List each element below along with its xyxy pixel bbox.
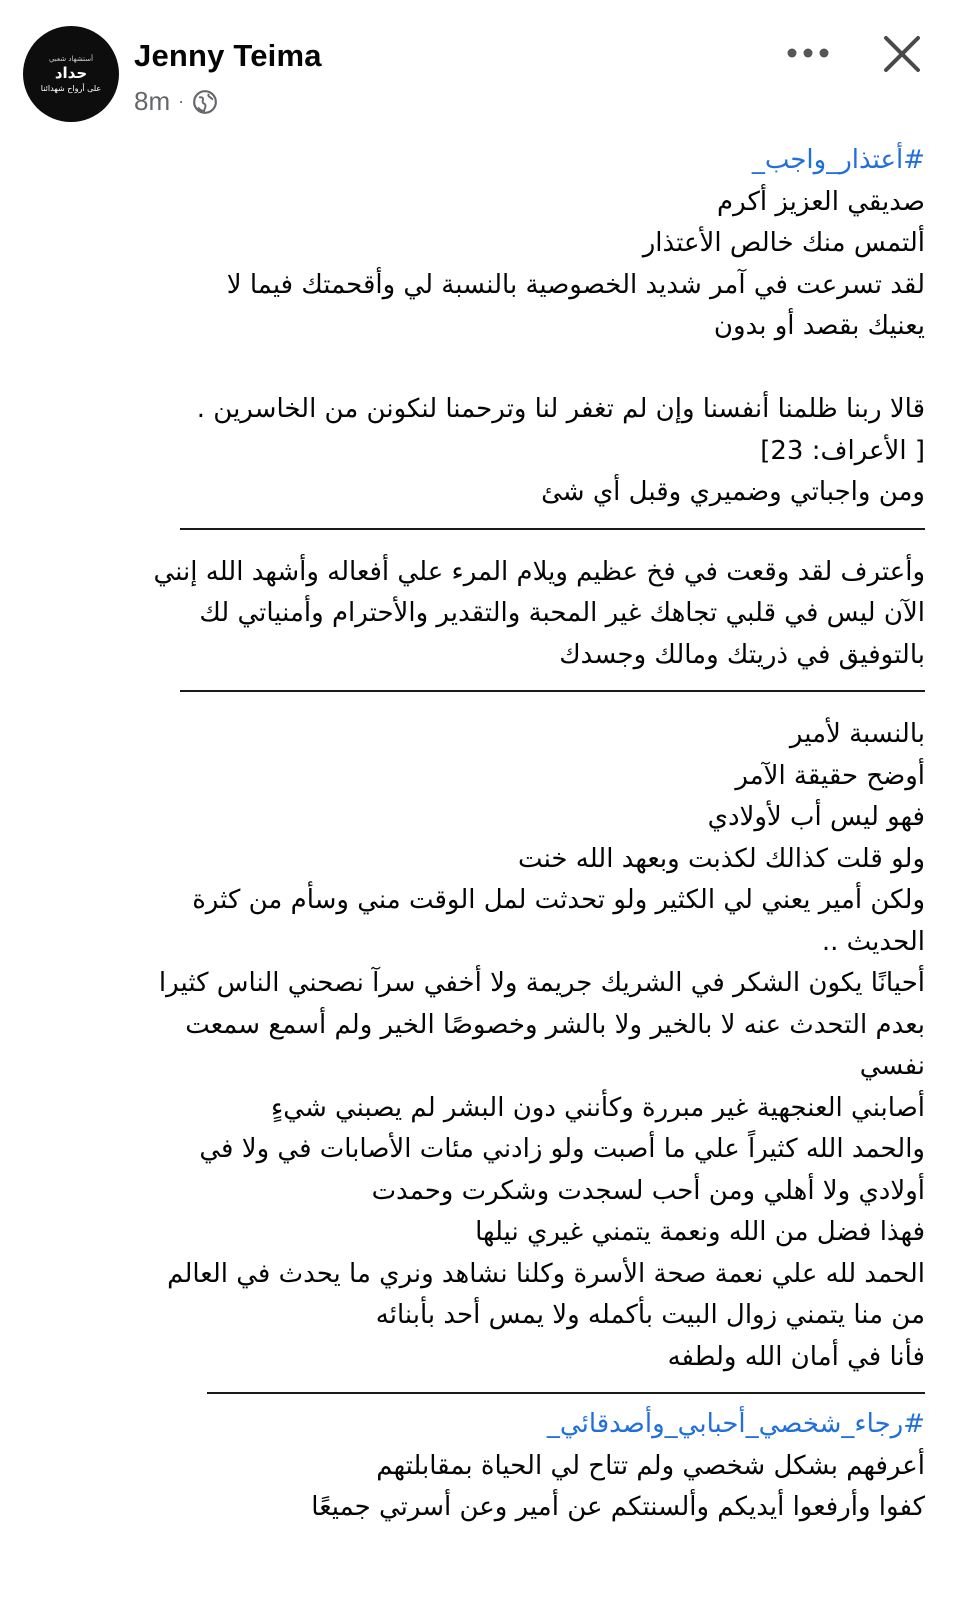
meta-separator: · bbox=[178, 91, 185, 111]
text-line: الحديث .. bbox=[821, 926, 925, 957]
author-name[interactable]: Jenny Teima bbox=[134, 38, 322, 73]
text-line: فهذا فضل من الله ونعمة يتمني غيري نيلها bbox=[475, 1217, 925, 1247]
text-line: يعنيك بقصد أو بدون bbox=[713, 311, 925, 341]
avatar-caption-top: أستشهاد شعبي bbox=[48, 55, 94, 63]
post-meta bbox=[134, 86, 218, 117]
post-text bbox=[25, 140, 925, 1529]
more-options-icon[interactable] bbox=[783, 38, 833, 68]
avatar-caption-sub: على أرواح شهدائنا bbox=[40, 84, 102, 93]
text-line: أعرفهم بشكل شخصي ولم تتاح لي الحياة بمقابلتهم bbox=[376, 1450, 925, 1481]
text-line: الحمد لله علي نعمة صحة الأسرة وكلنا نشاهد ونري ما يحدث في العالم bbox=[167, 1258, 925, 1289]
divider bbox=[180, 690, 925, 692]
text-line: صديقي العزيز أكرم bbox=[717, 186, 925, 217]
text-line: الآن ليس في قلبي تجاهك غير المحبة والتقدير والأحترام وأمنياتي لك bbox=[199, 598, 925, 628]
text-line: وأعترف لقد وقعت في فخ عظيم ويلام المرء علي أفعاله وأشهد الله إنني bbox=[153, 556, 925, 587]
text-line: قالا ربنا ظلمنا أنفسنا وإن لم تغفر لنا وترحمنا لنكونن من الخاسرين . bbox=[196, 394, 925, 424]
text-line: كفوا وأرفعوا أيديكم وألسنتكم عن أمير وعن أسرتي جميعًا bbox=[311, 1492, 925, 1522]
divider bbox=[180, 528, 925, 530]
globe-icon[interactable] bbox=[192, 89, 218, 115]
text-line: والحمد الله كثيراً علي ما أصبت ولو زادني مئات الأصابات في ولا في bbox=[199, 1134, 925, 1164]
text-line: نفسي bbox=[859, 1051, 925, 1081]
post-header bbox=[0, 0, 970, 140]
text-line: فهو ليس أب لأولادي bbox=[707, 802, 925, 832]
text-line: بالنسبة لأمير bbox=[789, 719, 925, 749]
post-time[interactable]: 8m bbox=[134, 86, 171, 116]
text-line: ألتمس منك خالص الأعتذار bbox=[642, 228, 925, 258]
text-line: أولادي ولا أهلي ومن أحب لسجدت وشكرت وحمدت bbox=[371, 1175, 925, 1206]
text-line: ولو قلت كذالك لكذبت وبعهد الله خنت bbox=[518, 843, 925, 874]
hashtag-personal-request[interactable]: #رجاء_شخصي_أحبابي_وأصدقائي_ bbox=[546, 1409, 925, 1439]
text-line: أصابني العنجهية غير مبررة وكأنني دون البشر لم يصبني شيءٍ bbox=[271, 1092, 925, 1123]
avatar[interactable] bbox=[23, 26, 119, 122]
text-line: ومن واجباتي وضميري وقبل أي شئ bbox=[541, 477, 925, 507]
text-line: أحيانًا يكون الشكر في الشريك جريمة ولا أخفي سرآ نصحني الناس كثيرا bbox=[158, 968, 925, 998]
blank-line bbox=[25, 348, 925, 390]
text-line: أوضح حقيقة الآمر bbox=[735, 760, 925, 791]
text-line: بعدم التحدث عنه لا بالخير ولا بالشر وخصوصًا الخير ولم أسمع سمعت bbox=[185, 1009, 925, 1040]
text-line: لقد تسرعت في آمر شديد الخصوصية بالنسبة لي وأقحمتك فيما لا bbox=[226, 269, 925, 300]
close-icon[interactable] bbox=[880, 32, 924, 76]
text-line: بالتوفيق في ذريتك ومالك وجسدك bbox=[559, 639, 925, 670]
text-line: ولكن أمير يعني لي الكثير ولو تحدثت لمل الوقت مني وسأم من كثرة bbox=[192, 885, 925, 915]
text-line: فأنا في أمان الله ولطفه bbox=[667, 1341, 925, 1372]
text-line: [ الأعراف: 23] bbox=[760, 435, 925, 466]
text-line: من منا يتمني زوال البيت بأكمله ولا يمس أحد بأبنائه bbox=[375, 1300, 925, 1330]
hashtag-apology[interactable]: #أعتذار_واجب_ bbox=[751, 145, 925, 175]
divider bbox=[207, 1392, 925, 1394]
avatar-caption-main: حداد bbox=[54, 64, 88, 82]
